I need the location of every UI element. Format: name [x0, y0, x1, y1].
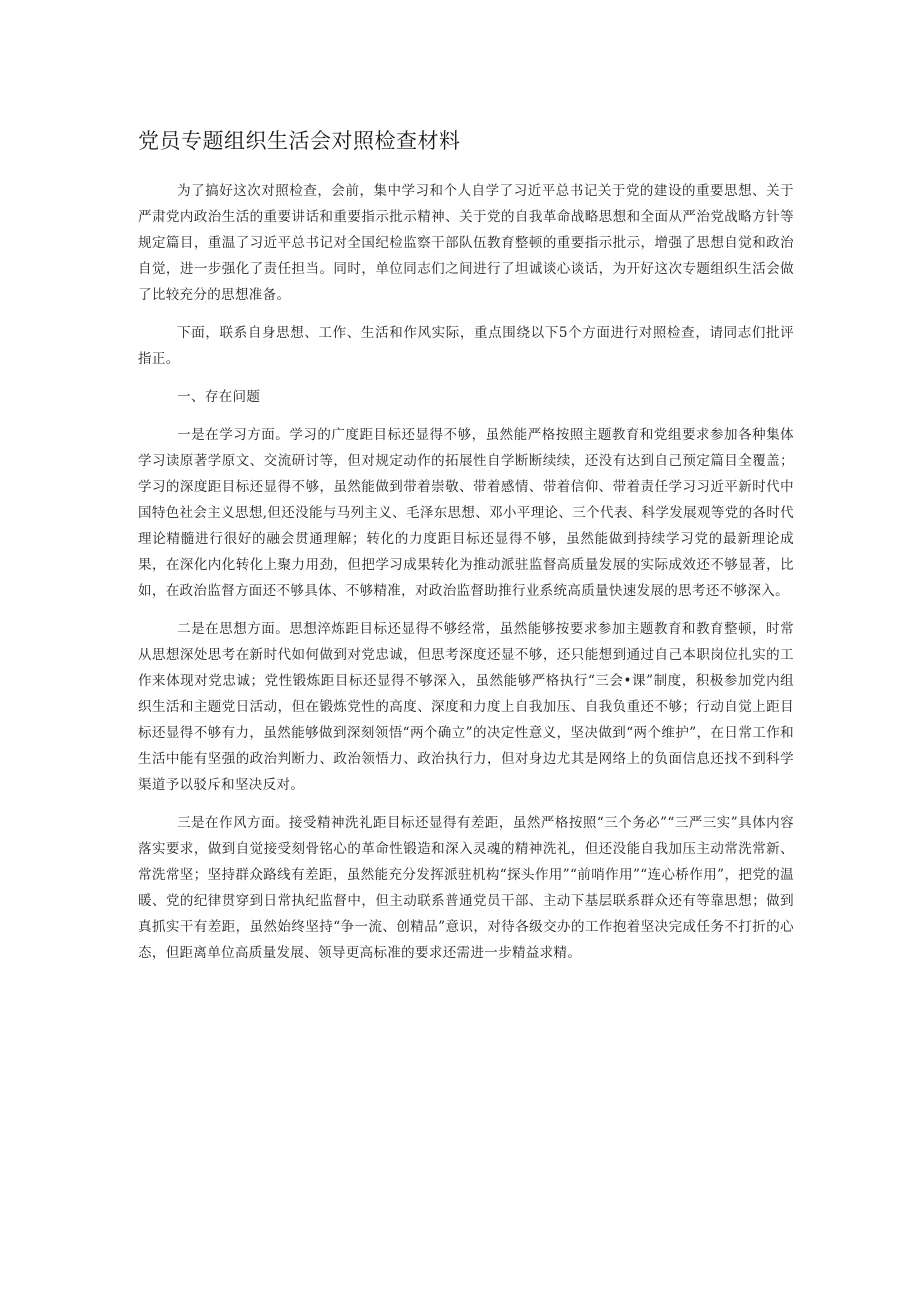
document-body — [138, 178, 794, 978]
section-heading: 一、存在问题 — [177, 389, 261, 405]
style-paragraph: 三是在作风方面。接受精神洗礼距目标还显得有差距，虽然严格按照“三个务必”“三严三实”具体内容落实要求，做到自觉接受刻骨铭心的革命性锻造和深入灵魂的精神洗礼，但还没能自我加压主动常洗常新、常洗常坚；坚持群众路线有差距，虽然能充分发挥派驻机构“探头作用”“前哨作用”“连心桥作用”，把党的温暖、党的纪律贯穿到日常执纪监督中，但主动联系普通党员干部、主动下基层联系群众还有等靠思想；做到真抓实干有差距，虽然始终坚持“争一流、创精品”意识，对待各级交办的工作抱着坚决完成任务不打折的心态，但距离单位高质量发展、领导更高标准的要求还需进一步精益求精。 — [138, 815, 794, 961]
intro-paragraph-1: 为了搞好这次对照检查，会前，集中学习和个人自学了习近平总书记关于党的建设的重要思想、关于严肃党内政治生活的重要讲话和重要指示批示精神、关于党的自我革命战略思想和全面从严治党战略方针等规定篇目，重温了习近平总书记对全国纪检监察干部队伍教育整顿的重要指示批示，增强了思想自觉和政治自觉，进一步强化了责任担当。同时，单位同志们之间进行了坦诚谈心谈话，为开好这次专题组织生活会做了比较充分的思想准备。 — [138, 183, 794, 303]
document-title: 党员专题组织生活会对照检查材料 — [138, 129, 461, 153]
intro-paragraph-2: 下面，联系自身思想、工作、生活和作风实际，重点围绕以下5个方面进行对照检查，请同志们批评指正。 — [138, 325, 794, 367]
thought-paragraph: 二是在思想方面。思想淬炼距目标还显得不够经常，虽然能够按要求参加主题教育和教育整顿，时常从思想深处思考在新时代如何做到对党忠诚，但思考深度还显不够，还只能想到通过自己本职岗位扎实的工作来体现对党忠诚；党性锻炼距目标还显得不够深入，虽然能够严格执行“三会•课”制度，积极参加党内组织生活和主题党日活动，但在锻炼党性的高度、深度和力度上自我加压、自我负重还不够；行动自觉上距目标还显得不够有力，虽然能够做到深刻领悟“两个确立”的决定性意义，坚决做到“两个维护”，在日常工作和生活中能有坚强的政治判断力、政治领悟力、政治执行力，但对身边尤其是网络上的负面信息还找不到科学渠道予以驳斥和坚决反对。 — [138, 621, 794, 793]
study-paragraph: 一是在学习方面。学习的广度距目标还显得不够，虽然能严格按照主题教育和党组要求参加各种集体学习读原著学原文、交流研讨等，但对规定动作的拓展性自学断断续续，还没有达到自己预定篇目全覆盖；学习的深度距目标还显得不够，虽然能做到带着崇敬、带着感情、带着信仰、带着责任学习习近平新时代中国特色社会主义思想,但还没能与马列主义、毛泽东思想、邓小平理论、三个代表、科学发展观等党的各时代理论精髓进行很好的融会贯通理解；转化的力度距目标还显得不够，虽然能做到持续学习党的最新理论成果，在深化内化转化上聚力用劲，但把学习成果转化为推动派驻监督高质量发展的实际成效还不够显著，比如，在政治监督方面还不够具体、不够精准，对政治监督助推行业系统高质量快速发展的思考还不够深入。 — [138, 427, 794, 599]
